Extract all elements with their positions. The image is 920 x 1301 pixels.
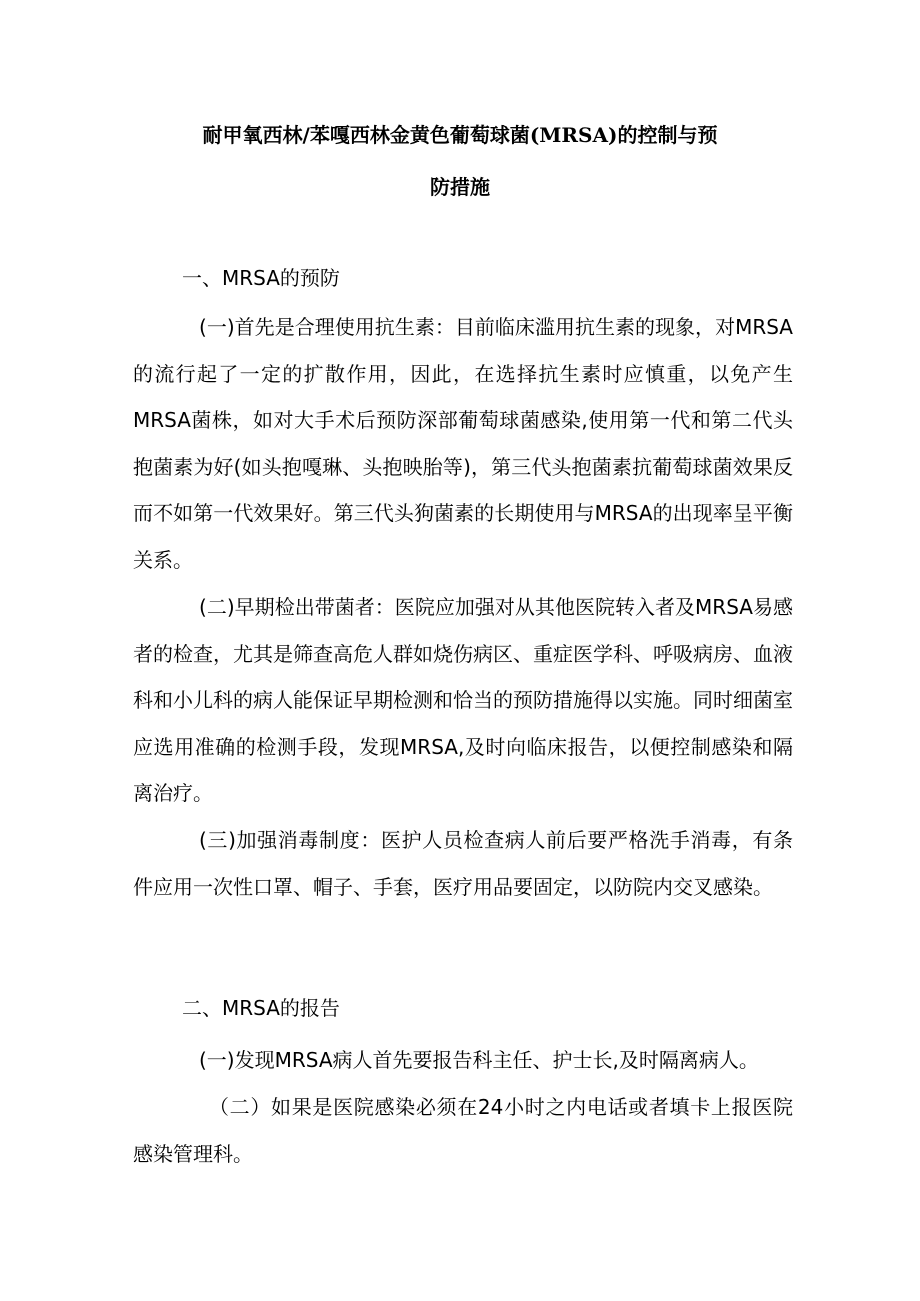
paragraph-antibiotics: (一)首先是合理使用抗生素：目前临床滥用抗生素的现象，对MRSA的流行起了一定的扩散作用，因此，在选择抗生素时应慎重，以免产生MRSA菌株，如对大手术后预防深部葡萄球菌感染,使用第一代和第二代头抱菌素为好(如头抱嘎琳、头抱映胎等)，第三代头抱菌素抗葡萄球菌效果反而不如第一代效果好。第三代头狗菌素的长期使用与MRSA的出现率呈平衡关系。: [133, 315, 793, 572]
section-heading-reporting: 二、MRSA的报告: [182, 996, 340, 1020]
document-title-line-2: 防措施: [430, 175, 490, 199]
document-title-line-1: 耐甲氧西林/苯嘎西林金黄色葡萄球菌(MRSA)的控制与预: [202, 123, 718, 147]
paragraph-early-detection: (二)早期检出带菌者：医院应加强对从其他医院转入者及MRSA易感者的检查，尤其是筛查高危人群如烧伤病区、重症医学科、呼吸病房、血液科和小儿科的病人能保证早期检测和恰当的预防措施得以实施。同时细菌室应选用准确的检测手段，发现MRSA,及时向临床报告，以便控制感染和隔离治疗。: [133, 595, 793, 806]
paragraph-disinfection: (三)加强消毒制度：医护人员检查病人前后要严格洗手消毒，有条件应用一次性口罩、帽子、手套，医疗用品要固定，以防院内交叉感染。: [133, 828, 793, 899]
paragraph-report-24h: （二）如果是医院感染必须在24小时之内电话或者填卡上报医院感染管理科。: [133, 1095, 793, 1166]
paragraph-report-director: (一)发现MRSA病人首先要报告科主任、护士长,及时隔离病人。: [199, 1048, 759, 1072]
section-heading-prevention: 一、MRSA的预防: [182, 266, 340, 290]
